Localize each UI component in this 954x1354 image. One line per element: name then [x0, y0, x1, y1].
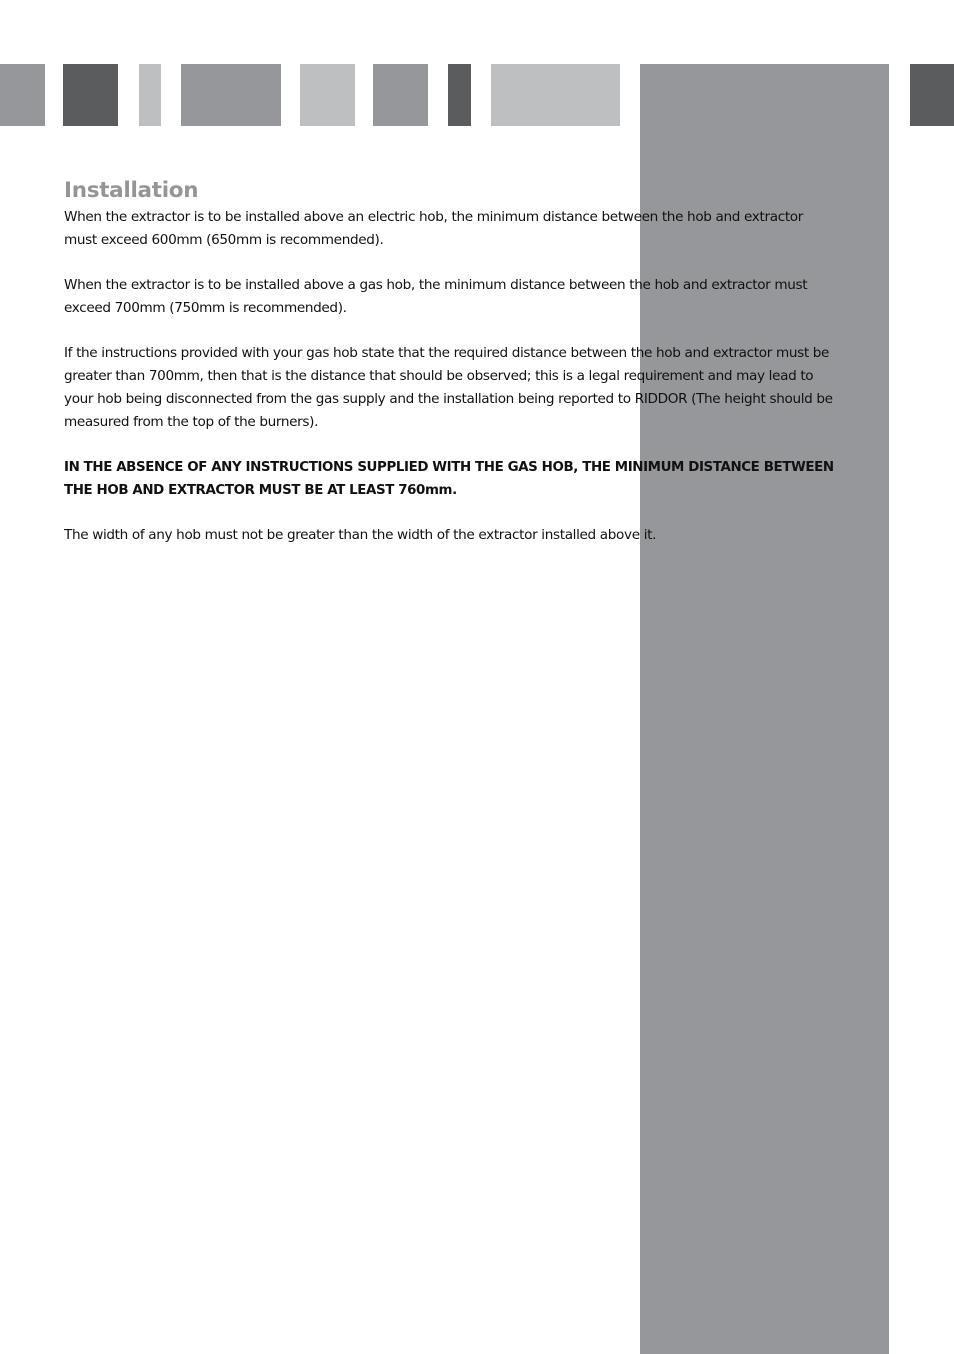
header-block-8	[491, 64, 620, 126]
header-block-9	[910, 64, 954, 126]
paragraph-hob-width: The width of any hob must not be greater than the width of the extractor installed above it.	[64, 527, 657, 543]
paragraph-electric-hob: When the extractor is to be installed above an electric hob, the minimum distance between the hob and extractor must exceed 600mm (650mm is recommended).	[64, 209, 804, 248]
paragraph-gas-hob: When the extractor is to be installed above a gas hob, the minimum distance between the hob and extractor must exceed 700mm (750mm is recommended).	[64, 277, 808, 316]
header-block-6	[373, 64, 428, 126]
header-block-5	[300, 64, 355, 126]
header-block-3	[139, 64, 161, 126]
paragraph-gas-hob-instructions: If the instructions provided with your gas hob state that the required distance between the hob and extractor must be greater than 700mm, then that is the distance that should be observed; this is a legal requirement and may lead to your hob being disconnected from the gas supply and the installation being reported to RIDDOR (The height should be measured from the top of the burners).	[64, 345, 833, 430]
installation-section	[64, 176, 834, 569]
header-block-2	[63, 64, 118, 126]
paragraph-minimum-distance-warning: IN THE ABSENCE OF ANY INSTRUCTIONS SUPPLIED WITH THE GAS HOB, THE MINIMUM DISTANCE BETWEEN THE HOB AND EXTRACTOR MUST BE AT LEAST 760mm.	[64, 460, 834, 498]
header-block-4	[181, 64, 281, 126]
section-title: Installation	[64, 178, 199, 203]
header-block-1	[0, 64, 45, 126]
header-block-7	[448, 64, 471, 126]
